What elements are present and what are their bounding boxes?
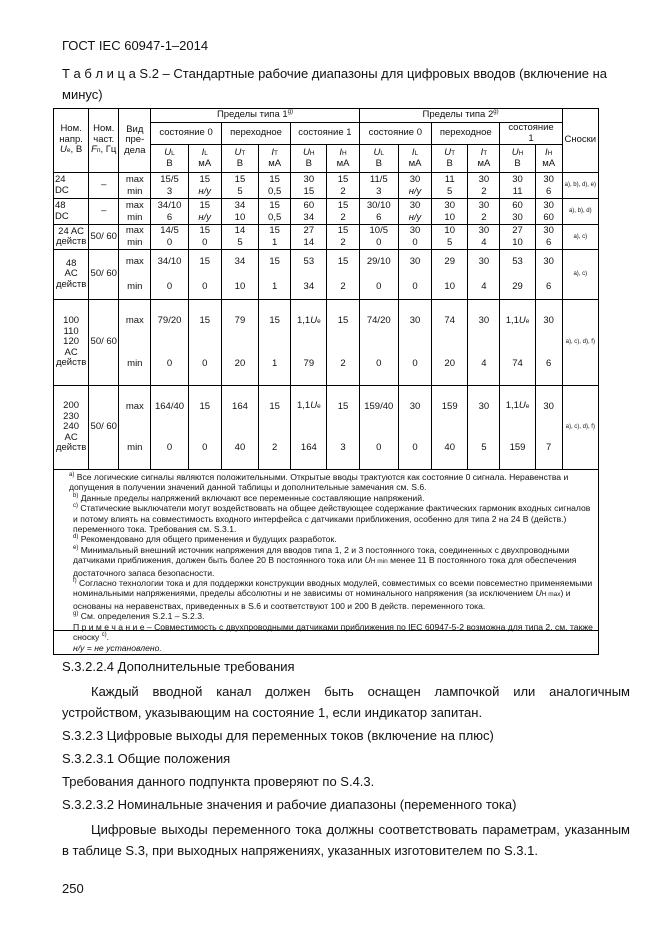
header-footnotes: Сноски xyxy=(562,109,598,173)
cell-value-min: 3 xyxy=(359,187,398,199)
cell-voltage: 24 AC действ xyxy=(54,225,89,250)
cell-value-max: 30 xyxy=(535,199,562,213)
page-number: 250 xyxy=(62,881,84,896)
cell-value-min: 5 xyxy=(221,238,258,250)
cell-value-max: 14 xyxy=(221,225,258,238)
cell-value-max: 15 xyxy=(259,225,291,238)
cell-value-min: 14 xyxy=(291,238,327,250)
cell-limit-max: max xyxy=(119,386,151,428)
paragraph-indicator: Каждый вводной канал должен быть оснащен лампочкой или аналогичным устройством, указывающим на состояние 1, если индикатор запитан. xyxy=(62,684,630,720)
cell-value-max: 15 xyxy=(259,386,291,428)
cell-value-min: 60 xyxy=(535,213,562,225)
cell-value-max: 15 xyxy=(188,173,221,187)
cell-value-min: 0 xyxy=(398,343,431,386)
cell-value-max: 79 xyxy=(221,300,258,343)
header-t1-transition: переходное xyxy=(221,123,290,145)
cell-value-min: 5 xyxy=(432,238,468,250)
header-t2-state0: состояние 0 xyxy=(359,123,432,145)
cell-frequency: 50/ 60 xyxy=(89,386,119,470)
cell-value-min: 4 xyxy=(468,343,500,386)
header-type2: Пределы типа 2$^{g)}$ xyxy=(359,109,562,123)
cell-value-min: 0 xyxy=(359,275,398,300)
cell-value-max: 15 xyxy=(327,173,359,187)
cell-value-min: 79 xyxy=(291,343,327,386)
unit-header: IT мА xyxy=(468,145,500,173)
cell-limit-min: min xyxy=(119,428,151,470)
cell-value-min: 2 xyxy=(327,343,359,386)
cell-value-min: 0,5 xyxy=(259,213,291,225)
table-row xyxy=(54,199,599,213)
cell-value-max: 30 xyxy=(398,173,431,187)
cell-value-max: 1,1Ue xyxy=(500,300,535,343)
cell-value-max: 11 xyxy=(432,173,468,187)
cell-voltage: 48 DC xyxy=(54,199,89,225)
cell-value-max: 30 xyxy=(468,300,500,343)
cell-value-max: 15 xyxy=(259,300,291,343)
cell-value-min: 2 xyxy=(327,187,359,199)
cell-value-max: 34/10 xyxy=(151,250,188,275)
header-t2-transition: переходное xyxy=(432,123,500,145)
table-row xyxy=(54,300,599,343)
cell-value-max: 34/10 xyxy=(151,199,188,213)
cell-footnote-refs: a), c) xyxy=(562,225,598,250)
cell-value-min: 6 xyxy=(535,187,562,199)
paragraph-outputs: Цифровые выходы переменного тока должны соответствовать параметрам, указанным в таблице S.3, при выходных напряжениях, указанных изготовителем по S.3.1. xyxy=(62,822,630,858)
cell-value-min: 30 xyxy=(500,213,535,225)
cell-value-min: 10 xyxy=(432,213,468,225)
cell-value-min: 34 xyxy=(291,275,327,300)
cell-value-min: 5 xyxy=(221,187,258,199)
table-row xyxy=(54,187,599,199)
cell-value-max: 27 xyxy=(291,225,327,238)
cell-value-max: 15 xyxy=(259,250,291,275)
cell-value-min: 6 xyxy=(535,343,562,386)
cell-voltage: 200 230 240 AC действ xyxy=(54,386,89,470)
cell-value-max: 30 xyxy=(535,225,562,238)
paragraph-check: Требования данного подпункта проверяют по S.4.3. xyxy=(62,774,375,789)
cell-value-max: 164/40 xyxy=(151,386,188,428)
cell-value-min: 10 xyxy=(432,275,468,300)
cell-value-max: 15 xyxy=(259,173,291,187)
table-row xyxy=(54,238,599,250)
cell-footnote-refs: a), b), d), e) xyxy=(562,173,598,199)
cell-value-min: 15 xyxy=(291,187,327,199)
unit-header: UL В xyxy=(359,145,398,173)
cell-footnote-refs: a), c), d), f) xyxy=(562,386,598,470)
cell-value-max: 60 xyxy=(500,199,535,213)
cell-value-max: 30 xyxy=(500,173,535,187)
cell-value-min: 5 xyxy=(468,428,500,470)
cell-value-min: 1 xyxy=(259,343,291,386)
cell-value-max: 79/20 xyxy=(151,300,188,343)
unit-header: UH В xyxy=(500,145,535,173)
cell-value-max: 10 xyxy=(432,225,468,238)
cell-frequency: 50/ 60 xyxy=(89,250,119,300)
cell-value-min: 0,5 xyxy=(259,187,291,199)
cell-limit-max: max xyxy=(119,225,151,238)
header-row-1 xyxy=(54,109,599,123)
cell-value-min: 0 xyxy=(398,238,431,250)
cell-limit-min: min xyxy=(119,238,151,250)
cell-value-min: 7 xyxy=(535,428,562,470)
unit-header: UT В xyxy=(432,145,468,173)
cell-value-min: 34 xyxy=(291,213,327,225)
document-header: ГОСТ IEC 60947-1–2014 xyxy=(62,38,209,53)
cell-value-min: 5 xyxy=(432,187,468,199)
cell-value-min: 10 xyxy=(500,238,535,250)
cell-value-min: 29 xyxy=(500,275,535,300)
cell-value-max: 15 xyxy=(188,386,221,428)
cell-footnote-refs: a), c), d), f) xyxy=(562,300,598,386)
cell-value-min: 0 xyxy=(188,428,221,470)
cell-value-max: 15 xyxy=(188,225,221,238)
cell-value-max: 1,1Ue xyxy=(291,386,327,428)
unit-header: IH мА xyxy=(327,145,359,173)
cell-value-min: 6 xyxy=(151,213,188,225)
cell-value-min: 20 xyxy=(221,343,258,386)
cell-value-min: 2 xyxy=(468,213,500,225)
cell-value-min: 0 xyxy=(359,238,398,250)
cell-limit-min: min xyxy=(119,275,151,300)
cell-frequency: – xyxy=(89,199,119,225)
header-t1-state1: состояние 1 xyxy=(291,123,359,145)
section-heading-s3223: S.3.2.3 Цифровые выходы для переменных токов (включение на плюс) xyxy=(62,728,494,743)
unit-header: IL мА xyxy=(398,145,431,173)
unit-header: IH мА xyxy=(535,145,562,173)
table-row xyxy=(54,225,599,238)
table-row xyxy=(54,386,599,428)
cell-limit-max: max xyxy=(119,300,151,343)
cell-value-min: 0 xyxy=(151,428,188,470)
cell-value-max: 30 xyxy=(468,250,500,275)
cell-value-max: 27 xyxy=(500,225,535,238)
cell-value-min: 1 xyxy=(259,275,291,300)
cell-value-max: 15 xyxy=(327,199,359,213)
cell-value-max: 30 xyxy=(535,250,562,275)
cell-limit-max: max xyxy=(119,250,151,275)
cell-value-min: н/у xyxy=(188,213,221,225)
cell-frequency: 50/ 60 xyxy=(89,300,119,386)
table-notes: $^{a)}$ Все логические сигналы являются положительными. Открытые вводы трактуются как состояние 0 сигнала. Неравенства и допущения в получении значений данной таблицы и дополнительные замечания см. S.6. $^{b)}$ Данные пределы напряжений включают все переменные составляющие напряжений. $^{c)}$ Статические выключатели могут воздействовать на общее действующее содержание фактических гармоник входных сигналов и потому влиять на совместимость входного интерфейса с датчиками приближения, особенно для типа 2 на 24 В (действ.) переменного тока. Требования см. S.3.1. $^{d)}$ Рекомендовано для общего применения и будущих разработок. $^{e)}$ Минимальный внешний источник напряжения для вводов типа 1, 2 и 3 постоянного тока, соединенных с двухпроводными датчиками приближения, должен быть более 20 В постоянного тока или UH min менее 11 В постоянного тока для обеспечения достаточного запаса безопасности. $^{f)}$ Согласно технологии тока и для поддержки конструкции вводных модулей, совместимых со всеми повсеместно применяемыми номинальными напряжениями, пределы абсолютны и не зависимы от номинального напряжения (за исключением UH max) и основаны на неравенствах, приведенных в S.6 и соответствуют 100 и 200 В действ. переменного тока. $^{g)}$ См. определения S.2.1 – S.2.3. П р и м е ч а н и е – Совместимость с двухпроводными датчиками приближения по IEC 60947-5-2 возможна для типа 2, см. также сноску $^{c)}$. н/у = не установлено. xyxy=(54,470,599,655)
cell-value-max: 10/5 xyxy=(359,225,398,238)
cell-value-max: 30 xyxy=(398,300,431,343)
cell-value-min: 1 xyxy=(259,238,291,250)
header-nom-voltage: Ном. напр. Uе, В xyxy=(54,109,89,173)
unit-header: IT мА xyxy=(259,145,291,173)
cell-value-max: 74 xyxy=(432,300,468,343)
cell-limit-max: max xyxy=(119,199,151,213)
cell-value-min: 2 xyxy=(327,213,359,225)
unit-header: UH В xyxy=(291,145,327,173)
cell-value-max: 30 xyxy=(535,300,562,343)
cell-value-max: 30 xyxy=(291,173,327,187)
cell-value-max: 30 xyxy=(468,199,500,213)
cell-value-max: 29/10 xyxy=(359,250,398,275)
cell-value-max: 15 xyxy=(327,250,359,275)
cell-value-min: 2 xyxy=(259,428,291,470)
cell-value-max: 164 xyxy=(221,386,258,428)
cell-value-min: 0 xyxy=(188,275,221,300)
table-row xyxy=(54,428,599,470)
cell-value-min: 159 xyxy=(500,428,535,470)
cell-value-max: 11/5 xyxy=(359,173,398,187)
cell-voltage: 24 DC xyxy=(54,173,89,199)
cell-value-min: 10 xyxy=(221,213,258,225)
cell-value-min: 2 xyxy=(468,187,500,199)
cell-value-max: 15 xyxy=(327,300,359,343)
cell-limit-min: min xyxy=(119,213,151,225)
cell-value-min: 3 xyxy=(327,428,359,470)
header-t2-state1: состояние 1 xyxy=(500,123,562,145)
header-limit-type: Вид пре- дела xyxy=(119,109,151,173)
cell-value-min: 164 xyxy=(291,428,327,470)
cell-value-min: 2 xyxy=(327,238,359,250)
cell-value-max: 1,1Ue xyxy=(291,300,327,343)
section-heading-s32231: S.3.2.3.1 Общие положения xyxy=(62,751,231,766)
cell-value-max: 15 xyxy=(188,300,221,343)
cell-value-min: н/у xyxy=(398,187,431,199)
cell-value-max: 29 xyxy=(432,250,468,275)
cell-value-min: 3 xyxy=(151,187,188,199)
cell-value-max: 15 xyxy=(327,225,359,238)
cell-value-min: 0 xyxy=(151,343,188,386)
cell-value-max: 159/40 xyxy=(359,386,398,428)
cell-value-min: н/у xyxy=(398,213,431,225)
cell-value-min: 0 xyxy=(398,428,431,470)
cell-value-max: 30 xyxy=(398,250,431,275)
cell-limit-max: max xyxy=(119,173,151,187)
cell-value-min: 0 xyxy=(359,343,398,386)
cell-value-min: 11 xyxy=(500,187,535,199)
cell-footnote-refs: a), b), d) xyxy=(562,199,598,225)
notes-row xyxy=(54,470,599,655)
cell-value-min: 0 xyxy=(398,275,431,300)
cell-value-min: 4 xyxy=(468,238,500,250)
cell-value-max: 30 xyxy=(535,173,562,187)
cell-value-max: 30/10 xyxy=(359,199,398,213)
table-title: Т а б л и ц а S.2 – Стандартные рабочие диапазоны для цифровых вводов (включение на минус) xyxy=(62,66,607,102)
table-row xyxy=(54,250,599,275)
cell-value-max: 34 xyxy=(221,199,258,213)
header-t1-state0: состояние 0 xyxy=(151,123,221,145)
unit-header: UL В xyxy=(151,145,188,173)
unit-header: UT В xyxy=(221,145,258,173)
cell-value-max: 15 xyxy=(188,199,221,213)
cell-value-min: 6 xyxy=(359,213,398,225)
cell-value-max: 15 xyxy=(188,250,221,275)
cell-value-min: 40 xyxy=(432,428,468,470)
cell-value-max: 30 xyxy=(535,386,562,428)
cell-value-max: 53 xyxy=(500,250,535,275)
table-row xyxy=(54,275,599,300)
cell-value-max: 15 xyxy=(259,199,291,213)
cell-footnote-refs: a), c) xyxy=(562,250,598,300)
cell-value-max: 159 xyxy=(432,386,468,428)
cell-limit-min: min xyxy=(119,187,151,199)
cell-value-min: 10 xyxy=(221,275,258,300)
cell-value-min: 6 xyxy=(535,275,562,300)
cell-value-min: 6 xyxy=(535,238,562,250)
cell-value-max: 30 xyxy=(468,225,500,238)
cell-voltage: 48 AC действ xyxy=(54,250,89,300)
cell-value-min: 4 xyxy=(468,275,500,300)
cell-value-max: 74/20 xyxy=(359,300,398,343)
cell-voltage: 100 110 120 AC действ xyxy=(54,300,89,386)
cell-value-min: 0 xyxy=(188,343,221,386)
cell-value-max: 34 xyxy=(221,250,258,275)
cell-value-max: 15 xyxy=(221,173,258,187)
cell-value-max: 1,1Ue xyxy=(500,386,535,428)
cell-frequency: 50/ 60 xyxy=(89,225,119,250)
cell-value-max: 30 xyxy=(398,386,431,428)
cell-value-max: 30 xyxy=(398,199,431,213)
table-container xyxy=(53,108,599,653)
cell-value-max: 15 xyxy=(327,386,359,428)
cell-value-min: н/у xyxy=(188,187,221,199)
unit-header: IL мА xyxy=(188,145,221,173)
cell-frequency: – xyxy=(89,173,119,199)
cell-value-min: 0 xyxy=(359,428,398,470)
header-type1: Пределы типа 1$^{g)}$ xyxy=(151,109,359,123)
cell-value-max: 30 xyxy=(468,386,500,428)
table-row xyxy=(54,173,599,187)
cell-value-min: 74 xyxy=(500,343,535,386)
cell-value-min: 20 xyxy=(432,343,468,386)
cell-value-max: 30 xyxy=(398,225,431,238)
cell-value-max: 15/5 xyxy=(151,173,188,187)
cell-value-min: 2 xyxy=(327,275,359,300)
table-row xyxy=(54,343,599,386)
section-heading-s32232: S.3.2.3.2 Номинальные значения и рабочие диапазоны (переменного тока) xyxy=(62,797,517,812)
data-table xyxy=(53,108,599,655)
cell-value-max: 53 xyxy=(291,250,327,275)
cell-value-max: 60 xyxy=(291,199,327,213)
cell-value-max: 30 xyxy=(468,173,500,187)
header-nom-freq: Ном. част. Fп, Гц xyxy=(89,109,119,173)
cell-value-min: 0 xyxy=(151,238,188,250)
table-row xyxy=(54,213,599,225)
cell-value-min: 0 xyxy=(151,275,188,300)
cell-value-max: 14/5 xyxy=(151,225,188,238)
section-heading-s32224: S.3.2.2.4 Дополнительные требования xyxy=(62,659,295,674)
cell-value-min: 0 xyxy=(188,238,221,250)
cell-value-min: 40 xyxy=(221,428,258,470)
cell-limit-min: min xyxy=(119,343,151,386)
cell-value-max: 30 xyxy=(432,199,468,213)
